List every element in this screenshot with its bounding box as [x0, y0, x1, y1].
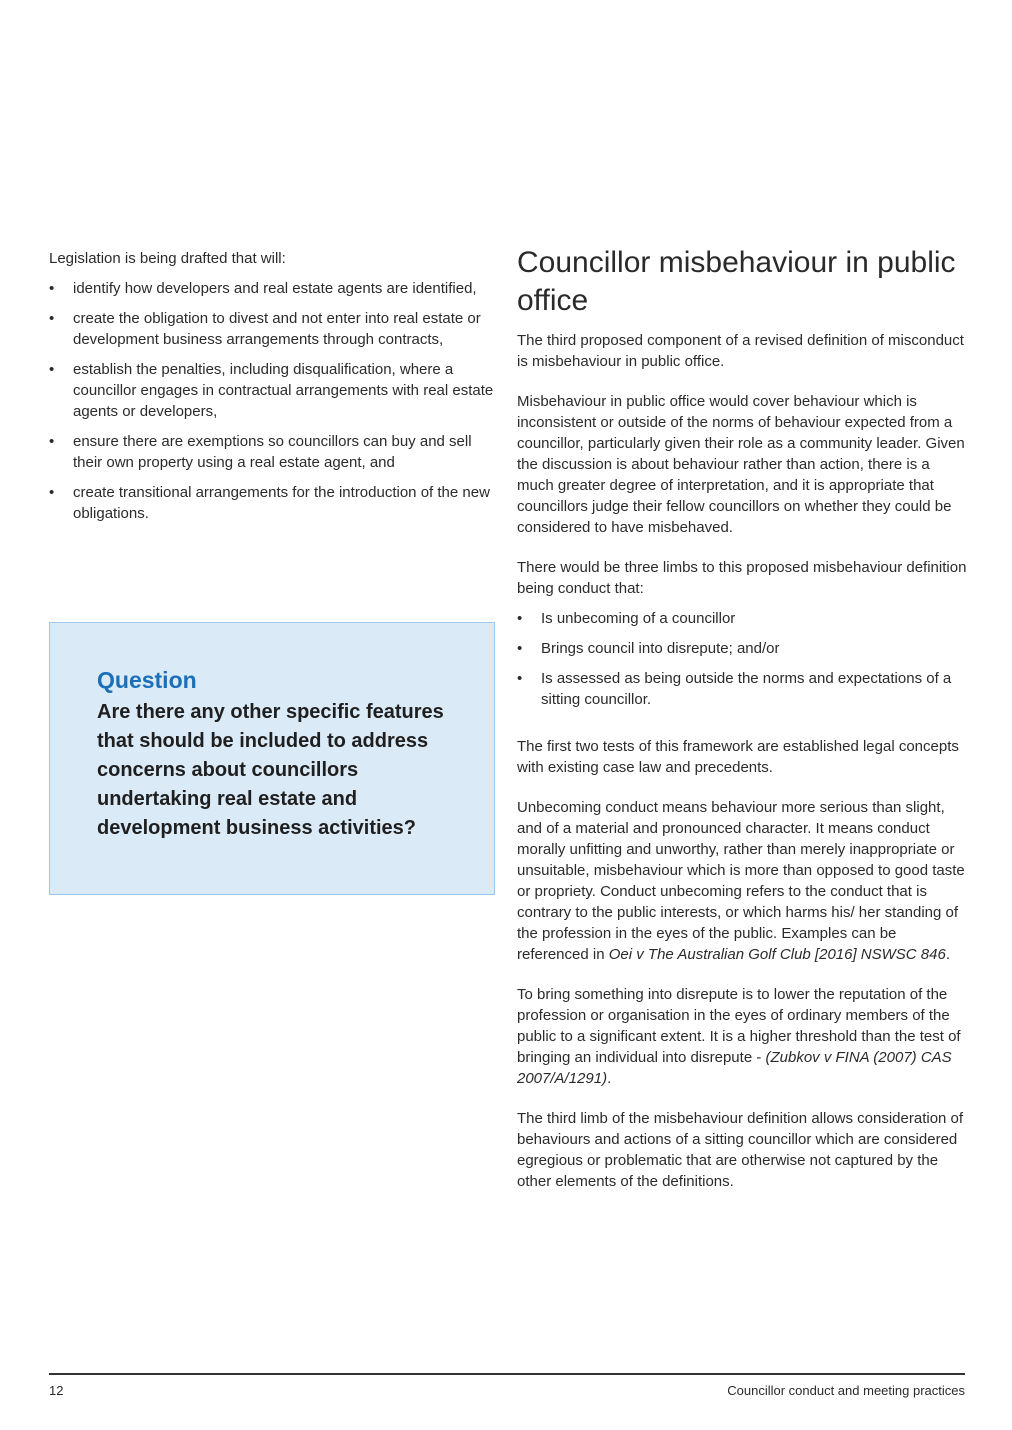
bullet-icon: • [49, 280, 55, 297]
list-item: • create the obligation to divest and not enter into real estate or development business arrangements through contracts, [49, 310, 481, 348]
bullet-icon: • [49, 433, 55, 450]
paragraph-limbs-intro: There would be three limbs to this proposed misbehaviour definition being conduct that: [517, 559, 967, 597]
paragraph-unbecoming: Unbecoming conduct means behaviour more serious than slight, and of a material and pronounced character. It means conduct morally unfitting and unworthy, rather than merely inappropriate or unsuitable, misbehaviour which is more than opposed to good taste or propriety. Conduct unbecoming refers to the conduct that is contrary to the public interests, or which harms his/ her standing of the profession in the eyes of the public. Examples can be referenced in Oei v The Australian Golf Club [2016] NSWSC 846. [517, 799, 965, 963]
bullet-icon: • [49, 361, 55, 378]
list-item: • Is assessed as being outside the norms and expectations of a sitting councillor. [517, 670, 952, 708]
list-item: • ensure there are exemptions so councillors can buy and sell their own property using a real estate agent, and [49, 433, 472, 471]
bullet-icon: • [49, 484, 55, 501]
page-number: 12 [49, 1383, 64, 1398]
list-item: • establish the penalties, including disqualification, where a councillor engages in contractual arrangements with real estate agents or developers, [49, 361, 494, 420]
paragraph-third-limb: The third limb of the misbehaviour definition allows consideration of behaviours and actions of a sitting councillor which are considered egregious or problematic that are otherwise not captured by the other elements of the definitions. [517, 1110, 964, 1190]
bullet-icon: • [517, 670, 523, 687]
bullet-icon: • [517, 640, 523, 657]
footer-divider [49, 1373, 965, 1375]
bullet-icon: • [517, 610, 523, 627]
section-heading: Councillor misbehaviour in public office [517, 246, 956, 317]
question-text: Are there any other specific features that should be included to address concerns about councillors undertaking real estate and development business activities? [97, 701, 444, 839]
list-item: • Brings council into disrepute; and/or [517, 640, 780, 657]
case-citation: Oei v The Australian Golf Club [2016] NSWSC 846 [608, 946, 946, 963]
question-title: Question [97, 667, 197, 693]
paragraph-disrepute: To bring something into disrepute is to lower the reputation of the profession or organisation in the eyes of ordinary members of the public to a significant extent. It is a higher threshold than the test of bringing an individual into disrepute - (Zubkov v FINA (2007) CAS 2007/A/1291). [517, 986, 961, 1087]
paragraph-definition: The third proposed component of a revised definition of misconduct is misbehaviour in public office. [517, 332, 964, 370]
question-callout [49, 622, 495, 895]
limbs-list [517, 608, 969, 710]
paragraph-misbehaviour: Misbehaviour in public office would cover behaviour which is inconsistent or outside of the norms of behaviour expected from a councillor, particularly given their role as a community leader. Given the discussion is about behaviour rather than action, there is a much greater degree of interpretation, and it is appropriate that councillors judge their fellow councillors on whether they could be considered to have misbehaved. [517, 393, 965, 536]
case-citation: (Zubkov v FINA (2007) CAS 2007/A/1291) [517, 1049, 952, 1087]
list-item: • create transitional arrangements for the introduction of the new obligations. [49, 484, 490, 522]
footer-doc-title: Councillor conduct and meeting practices [727, 1383, 965, 1398]
legislation-list [49, 278, 494, 524]
list-item: • Is unbecoming of a councillor [517, 610, 736, 627]
list-item: • identify how developers and real estate agents are identified, [49, 280, 477, 297]
intro-text: Legislation is being drafted that will: [49, 250, 286, 267]
right-column [517, 244, 969, 1211]
left-column [49, 248, 494, 533]
paragraph-tests: The first two tests of this framework are established legal concepts with existing case law and precedents. [517, 738, 959, 776]
bullet-icon: • [49, 310, 55, 327]
